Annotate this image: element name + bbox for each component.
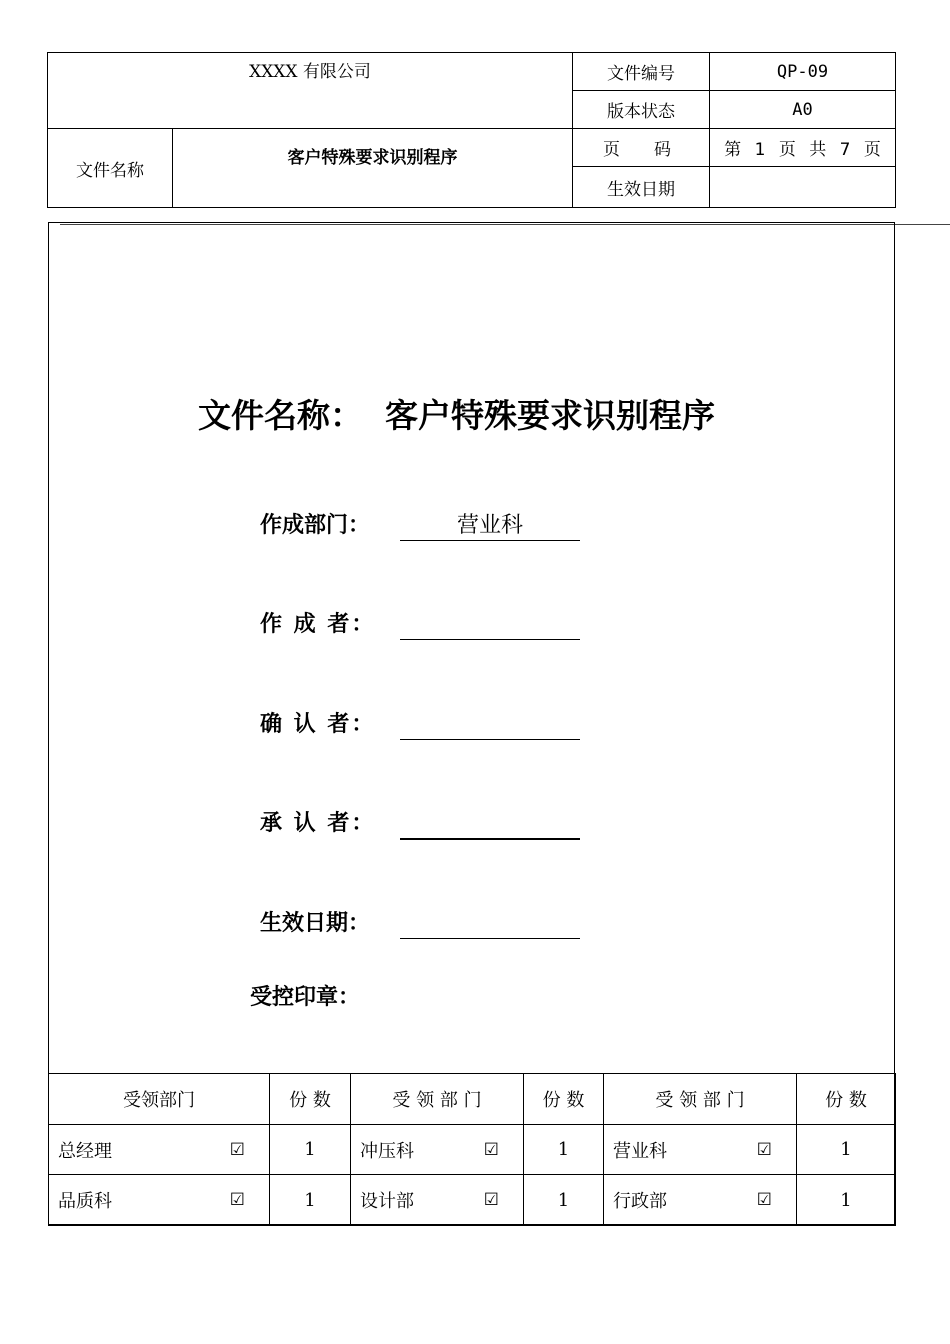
dept-name: 品质科 (58, 1191, 112, 1212)
field-line-author (400, 639, 580, 640)
effective-date-label: 生效日期 (573, 167, 710, 208)
doc-number-value: QP-09 (710, 53, 896, 91)
checked-checkbox-icon[interactable]: ☑ (229, 1190, 245, 1210)
cover-title (198, 390, 798, 437)
field-label-author: 作 成 者： (260, 611, 376, 637)
field-line-dept (400, 540, 580, 541)
dept-cell (351, 1125, 524, 1175)
header-dept-1: 受领部门 (49, 1074, 270, 1125)
checked-checkbox-icon[interactable]: ☑ (483, 1190, 499, 1210)
page-info-total-unit: 页 (863, 140, 881, 160)
doc-name-value: 客户特殊要求识别程序 (173, 129, 573, 208)
field-line-reviewer (400, 739, 580, 740)
dept-cell (604, 1175, 797, 1226)
qty-cell: 1 (524, 1125, 604, 1175)
dept-name: 冲压科 (360, 1140, 414, 1162)
qty-cell: 1 (797, 1175, 896, 1226)
dept-name: 行政部 (613, 1191, 667, 1212)
doc-number-label: 文件编号 (573, 53, 710, 91)
dept-name: 总经理 (58, 1140, 112, 1162)
dept-cell (49, 1125, 270, 1175)
dept-name: 设计部 (360, 1191, 414, 1212)
cover-title-label: 文件名称： (198, 396, 363, 435)
dept-cell (49, 1175, 270, 1226)
header-dept-2: 受 领 部 门 (351, 1074, 524, 1125)
table-row (49, 1175, 896, 1226)
header-qty-1: 份 数 (270, 1074, 351, 1125)
company-name: XXXX 有限公司 (48, 53, 573, 129)
qty-cell: 1 (524, 1175, 604, 1226)
checked-checkbox-icon[interactable]: ☑ (756, 1139, 772, 1160)
document-header-table (47, 52, 896, 208)
page-info-total-prefix: 共 (809, 140, 827, 160)
header-dept-3: 受 领 部 门 (604, 1074, 797, 1125)
field-line-approver (400, 838, 580, 840)
page-current: 1 (754, 140, 766, 160)
effective-date-value (710, 167, 896, 208)
qty-cell: 1 (270, 1175, 351, 1226)
checked-checkbox-icon[interactable]: ☑ (229, 1139, 245, 1160)
page-label: 页 码 (573, 129, 710, 167)
version-label: 版本状态 (573, 91, 710, 129)
cover-title-value: 客户特殊要求识别程序 (385, 396, 715, 435)
checked-checkbox-icon[interactable]: ☑ (756, 1190, 772, 1210)
doc-name-label: 文件名称 (48, 129, 173, 208)
distribution-header-row (49, 1074, 896, 1125)
header-qty-3: 份 数 (797, 1074, 896, 1125)
page-info-prefix: 第 (724, 140, 742, 160)
dept-cell (604, 1125, 797, 1175)
distribution-table (48, 1073, 896, 1226)
field-value-dept: 营业科 (456, 513, 523, 538)
qty-cell: 1 (797, 1125, 896, 1175)
field-line-effective-date (400, 938, 580, 939)
checked-checkbox-icon[interactable]: ☑ (483, 1139, 499, 1160)
dept-cell (351, 1175, 524, 1226)
field-label-effective-date: 生效日期： (260, 910, 371, 936)
table-row (49, 1125, 896, 1175)
stamp-label: 受控印章： (250, 984, 361, 1010)
page-info (710, 129, 896, 167)
page-total: 7 (839, 140, 851, 160)
dept-name: 营业科 (613, 1140, 667, 1162)
version-value: A0 (710, 91, 896, 129)
field-label-approver: 承 认 者： (260, 810, 376, 836)
field-label-reviewer: 确 认 者： (260, 711, 376, 737)
field-label-dept: 作成部门： (260, 512, 371, 538)
page-info-unit: 页 (778, 140, 796, 160)
qty-cell: 1 (270, 1125, 351, 1175)
header-qty-2: 份 数 (524, 1074, 604, 1125)
